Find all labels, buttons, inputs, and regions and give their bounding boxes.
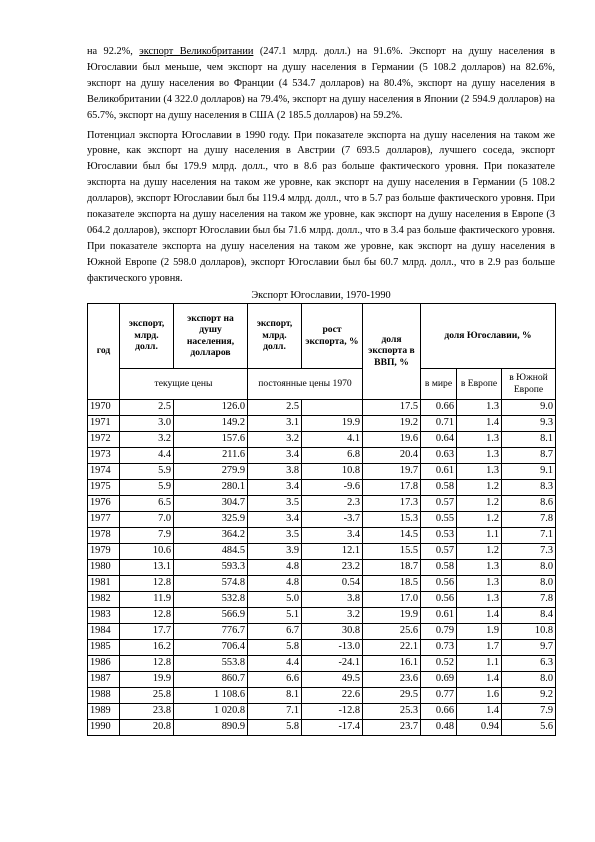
cell-share-europe: 1.6 [457,687,502,703]
cell-share-world: 0.69 [421,671,457,687]
cell-export-constant: 7.1 [248,703,302,719]
cell-share-world: 0.56 [421,591,457,607]
paragraph1-rest: (247.1 млрд. долл.) на 91.6%. Экспорт на душу населения в Югославии был меньше, чем экспорт на душу населения в Германии (5 108.2 долларов) на 82.6%, экспорт на душу населения во Франции (4 534.7 долларов) на 80.4%, экспорт на душу населения в Великобритании (4 322.0 долларов) на 79.4%, экспорт на душу населения в Японии (2 594.9 долларов) на 65.7%, экспорт на душу населения в США (2 185.5 долларов) на 59.2%. [87,46,555,121]
cell-export-constant: 8.1 [248,687,302,703]
cell-share-world: 0.61 [421,607,457,623]
cell-share-europe: 1.1 [457,527,502,543]
cell-per-capita: 860.7 [174,671,248,687]
cell-share-south-europe: 8.1 [502,431,556,447]
cell-share-europe: 1.7 [457,639,502,655]
table-row [88,671,556,687]
cell-per-capita: 532.8 [174,591,248,607]
cell-share-south-europe: 9.3 [502,415,556,431]
cell-share-world: 0.57 [421,543,457,559]
cell-export-constant: 3.4 [248,479,302,495]
header-export-current: экспорт, млрд. долл. [120,303,174,368]
cell-share-world: 0.57 [421,495,457,511]
cell-growth: -17.4 [302,719,363,735]
cell-gdp-share: 23.6 [363,671,421,687]
cell-export-constant: 6.7 [248,623,302,639]
cell-share-world: 0.61 [421,463,457,479]
cell-gdp-share: 20.4 [363,447,421,463]
cell-share-south-europe: 8.6 [502,495,556,511]
cell-export-current: 25.8 [120,687,174,703]
cell-growth: 3.4 [302,527,363,543]
cell-gdp-share: 16.1 [363,655,421,671]
table-row [88,479,556,495]
cell-per-capita: 1 020.8 [174,703,248,719]
cell-export-constant: 3.8 [248,463,302,479]
cell-growth: 2.3 [302,495,363,511]
header-current-prices: текущие цены [120,368,248,399]
cell-export-constant: 4.8 [248,575,302,591]
cell-gdp-share: 14.5 [363,527,421,543]
cell-year: 1972 [88,431,120,447]
cell-gdp-share: 17.0 [363,591,421,607]
cell-share-world: 0.58 [421,479,457,495]
cell-gdp-share: 29.5 [363,687,421,703]
cell-gdp-share: 19.7 [363,463,421,479]
cell-share-europe: 1.1 [457,655,502,671]
cell-share-south-europe: 7.8 [502,591,556,607]
cell-per-capita: 1 108.6 [174,687,248,703]
cell-share-world: 0.79 [421,623,457,639]
cell-year: 1975 [88,479,120,495]
cell-year: 1979 [88,543,120,559]
table-row [88,399,556,415]
table-row [88,575,556,591]
table-row [88,495,556,511]
cell-share-world: 0.73 [421,639,457,655]
cell-gdp-share: 23.7 [363,719,421,735]
cell-share-south-europe: 7.8 [502,511,556,527]
cell-per-capita: 126.0 [174,399,248,415]
header-gdp-share: доля экспорта в ВВП, % [363,303,421,399]
cell-share-world: 0.58 [421,559,457,575]
cell-share-south-europe: 9.0 [502,399,556,415]
cell-year: 1989 [88,703,120,719]
cell-export-constant: 3.2 [248,431,302,447]
table-body [88,399,556,735]
cell-year: 1977 [88,511,120,527]
cell-per-capita: 706.4 [174,639,248,655]
header-constant-prices: постоянные цены 1970 [248,368,363,399]
cell-share-world: 0.53 [421,527,457,543]
paragraph1-underlined: экспорт Великобритании [139,46,254,57]
cell-year: 1987 [88,671,120,687]
cell-export-current: 7.0 [120,511,174,527]
cell-export-current: 17.7 [120,623,174,639]
header-share-europe: в Европе [457,368,502,399]
cell-share-europe: 1.2 [457,495,502,511]
cell-growth: 3.8 [302,591,363,607]
cell-share-europe: 1.2 [457,479,502,495]
cell-export-current: 16.2 [120,639,174,655]
cell-export-current: 12.8 [120,575,174,591]
cell-growth: -24.1 [302,655,363,671]
cell-share-south-europe: 8.7 [502,447,556,463]
cell-growth: 0.54 [302,575,363,591]
paragraph-export-comparison [87,44,555,124]
cell-export-current: 10.6 [120,543,174,559]
cell-year: 1985 [88,639,120,655]
cell-share-south-europe: 9.1 [502,463,556,479]
table-row [88,687,556,703]
cell-share-europe: 1.2 [457,543,502,559]
cell-export-current: 19.9 [120,671,174,687]
cell-growth: 3.2 [302,607,363,623]
cell-export-constant: 5.1 [248,607,302,623]
cell-gdp-share: 17.3 [363,495,421,511]
cell-year: 1973 [88,447,120,463]
cell-growth: -9.6 [302,479,363,495]
cell-per-capita: 279.9 [174,463,248,479]
header-per-capita: экспорт на душу населения, долларов [174,303,248,368]
cell-share-south-europe: 10.8 [502,623,556,639]
cell-year: 1984 [88,623,120,639]
cell-share-south-europe: 8.0 [502,559,556,575]
cell-year: 1970 [88,399,120,415]
cell-export-current: 6.5 [120,495,174,511]
cell-share-south-europe: 8.0 [502,671,556,687]
cell-growth: 23.2 [302,559,363,575]
cell-share-europe: 1.4 [457,671,502,687]
table-caption: Экспорт Югославии, 1970-1990 [251,289,391,301]
cell-export-constant: 6.6 [248,671,302,687]
cell-year: 1978 [88,527,120,543]
cell-gdp-share: 15.5 [363,543,421,559]
cell-year: 1980 [88,559,120,575]
cell-gdp-share: 18.7 [363,559,421,575]
cell-share-europe: 1.3 [457,463,502,479]
cell-year: 1990 [88,719,120,735]
cell-export-current: 12.8 [120,655,174,671]
cell-share-europe: 1.3 [457,575,502,591]
cell-export-current: 20.8 [120,719,174,735]
cell-year: 1976 [88,495,120,511]
cell-gdp-share: 19.6 [363,431,421,447]
cell-growth [302,399,363,415]
cell-per-capita: 149.2 [174,415,248,431]
cell-year: 1988 [88,687,120,703]
cell-growth: 10.8 [302,463,363,479]
header-export-constant: экспорт, млрд. долл. [248,303,302,368]
cell-export-current: 3.2 [120,431,174,447]
cell-share-world: 0.52 [421,655,457,671]
cell-export-current: 2.5 [120,399,174,415]
cell-year: 1982 [88,591,120,607]
cell-share-world: 0.56 [421,575,457,591]
cell-share-europe: 0.94 [457,719,502,735]
table-row [88,463,556,479]
cell-year: 1983 [88,607,120,623]
header-yugoslavia-share: доля Югославии, % [421,303,556,368]
cell-gdp-share: 25.3 [363,703,421,719]
cell-export-constant: 4.8 [248,559,302,575]
table-row [88,431,556,447]
cell-share-world: 0.64 [421,431,457,447]
cell-growth: 12.1 [302,543,363,559]
cell-export-constant: 3.9 [248,543,302,559]
table-row [88,415,556,431]
table-row [88,559,556,575]
cell-share-world: 0.55 [421,511,457,527]
cell-export-current: 12.8 [120,607,174,623]
cell-year: 1974 [88,463,120,479]
cell-per-capita: 280.1 [174,479,248,495]
cell-export-constant: 5.0 [248,591,302,607]
cell-gdp-share: 25.6 [363,623,421,639]
cell-per-capita: 304.7 [174,495,248,511]
cell-gdp-share: 19.9 [363,607,421,623]
cell-export-current: 5.9 [120,463,174,479]
cell-share-south-europe: 7.9 [502,703,556,719]
cell-gdp-share: 22.1 [363,639,421,655]
cell-share-world: 0.66 [421,399,457,415]
cell-export-current: 7.9 [120,527,174,543]
cell-per-capita: 574.8 [174,575,248,591]
cell-share-europe: 1.4 [457,415,502,431]
cell-gdp-share: 17.5 [363,399,421,415]
cell-gdp-share: 18.5 [363,575,421,591]
table-row [88,543,556,559]
cell-export-constant: 5.8 [248,719,302,735]
header-share-south-europe: в Южной Европе [502,368,556,399]
cell-per-capita: 593.3 [174,559,248,575]
cell-export-current: 23.8 [120,703,174,719]
paragraph-export-potential: Потенциал экспорта Югославии в 1990 году. При показателе экспорта на душу населения на таком же уровне, как экспорт на душу населения в Австрии (7 693.5 долларов), лучшего соседа, экспорт Югославии был бы 179.9 млрд. долл., что в 8.6 раз больше фактического уровня. При показателе экспорта на душу населения на таком же уровне, как экспорт на душу населения в Германии (5 108.2 долларов), экспорт Югославии был бы 119.4 млрд. долл., что в 5.7 раз больше фактического уровня. При показателе экспорта на душу населения на таком же уровне, как экспорт на душу населения в Европе (3 064.2 долларов), экспорт Югославии был бы 71.6 млрд. долл., что в 3.4 раз больше фактического уровня. При показателе экспорта на душу населения на таком же уровне, как экспорт на душу населения в Южной Европе (2 598.0 долларов), экспорт Югославии был бы 60.7 млрд. долл., что в 2.9 раз больше фактического уровня. [87,129,555,284]
cell-year: 1971 [88,415,120,431]
cell-growth: 6.8 [302,447,363,463]
cell-growth: -12.8 [302,703,363,719]
cell-per-capita: 776.7 [174,623,248,639]
paragraph1-prefix: на 92.2%, [87,46,140,57]
table-row [88,511,556,527]
cell-share-world: 0.66 [421,703,457,719]
cell-growth: 19.9 [302,415,363,431]
cell-share-south-europe: 8.0 [502,575,556,591]
cell-per-capita: 553.8 [174,655,248,671]
cell-export-constant: 3.5 [248,495,302,511]
cell-gdp-share: 17.8 [363,479,421,495]
cell-share-europe: 1.4 [457,607,502,623]
cell-growth: -13.0 [302,639,363,655]
cell-export-constant: 5.8 [248,639,302,655]
export-table [87,303,556,736]
cell-share-south-europe: 8.3 [502,479,556,495]
cell-share-world: 0.63 [421,447,457,463]
cell-per-capita: 325.9 [174,511,248,527]
cell-share-south-europe: 9.7 [502,639,556,655]
cell-per-capita: 364.2 [174,527,248,543]
cell-share-world: 0.48 [421,719,457,735]
cell-growth: 30.8 [302,623,363,639]
header-share-world: в мире [421,368,457,399]
cell-share-south-europe: 9.2 [502,687,556,703]
cell-export-current: 4.4 [120,447,174,463]
table-row [88,655,556,671]
table-row [88,607,556,623]
cell-export-constant: 3.4 [248,447,302,463]
table-row [88,447,556,463]
cell-export-constant: 3.4 [248,511,302,527]
cell-export-constant: 2.5 [248,399,302,415]
cell-per-capita: 157.6 [174,431,248,447]
table-row [88,623,556,639]
cell-share-europe: 1.9 [457,623,502,639]
cell-share-europe: 1.3 [457,559,502,575]
cell-share-europe: 1.3 [457,399,502,415]
table-row [88,719,556,735]
cell-per-capita: 484.5 [174,543,248,559]
cell-share-south-europe: 6.3 [502,655,556,671]
cell-share-south-europe: 7.1 [502,527,556,543]
cell-year: 1981 [88,575,120,591]
cell-export-current: 11.9 [120,591,174,607]
cell-export-constant: 3.1 [248,415,302,431]
cell-growth: 49.5 [302,671,363,687]
cell-export-current: 3.0 [120,415,174,431]
header-growth: рост экспорта, % [302,303,363,368]
cell-share-south-europe: 8.4 [502,607,556,623]
cell-growth: -3.7 [302,511,363,527]
cell-per-capita: 890.9 [174,719,248,735]
cell-gdp-share: 19.2 [363,415,421,431]
cell-share-europe: 1.2 [457,511,502,527]
cell-year: 1986 [88,655,120,671]
cell-gdp-share: 15.3 [363,511,421,527]
table-row [88,527,556,543]
cell-share-europe: 1.3 [457,431,502,447]
cell-growth: 22.6 [302,687,363,703]
header-year: год [88,303,120,399]
cell-share-world: 0.71 [421,415,457,431]
cell-share-south-europe: 5.6 [502,719,556,735]
cell-per-capita: 211.6 [174,447,248,463]
table-row [88,639,556,655]
cell-export-constant: 4.4 [248,655,302,671]
cell-share-europe: 1.3 [457,591,502,607]
table-row [88,703,556,719]
cell-share-europe: 1.3 [457,447,502,463]
cell-per-capita: 566.9 [174,607,248,623]
cell-share-europe: 1.4 [457,703,502,719]
cell-export-constant: 3.5 [248,527,302,543]
cell-growth: 4.1 [302,431,363,447]
cell-export-current: 13.1 [120,559,174,575]
cell-share-south-europe: 7.3 [502,543,556,559]
cell-share-world: 0.77 [421,687,457,703]
cell-export-current: 5.9 [120,479,174,495]
table-row [88,591,556,607]
document-page [87,44,555,736]
